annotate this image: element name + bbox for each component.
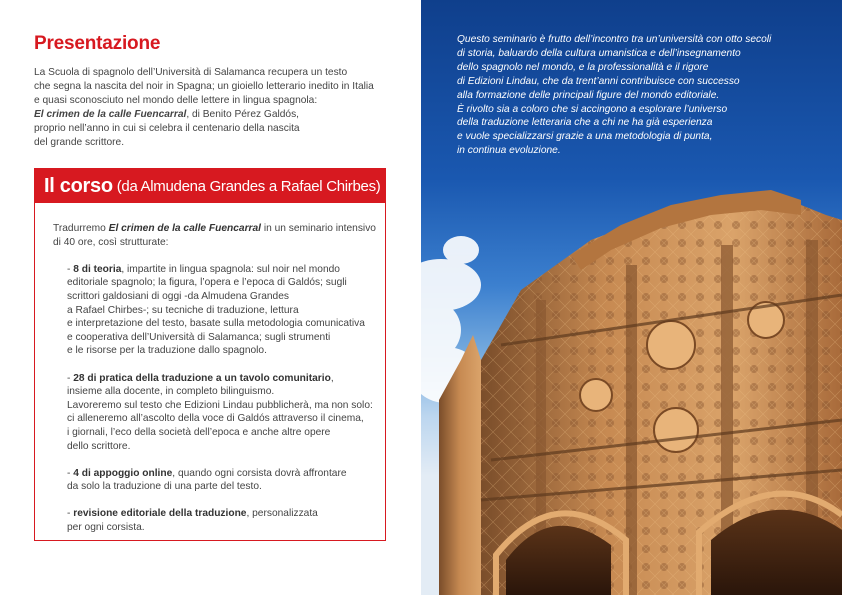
item-bold: revisione editoriale della traduzione bbox=[73, 508, 247, 520]
course-body bbox=[53, 222, 376, 535]
course-intro bbox=[53, 222, 376, 236]
quote-line: Questo seminario è frutto dell’incontro tra un’università con otto secoli bbox=[457, 34, 772, 45]
item-rest: , quando ogni corsista dovrà affrontare bbox=[172, 467, 347, 479]
quote-line: della traduzione letteraria che a chi ne ha già esperienza bbox=[457, 117, 713, 129]
item-line: e cooperativa dell’Università di Salamanca; sugli strumenti bbox=[67, 331, 331, 343]
item-line: da solo la traduzione di una parte del testo. bbox=[67, 481, 262, 493]
dash: - bbox=[67, 372, 74, 384]
item-rest: , impartite in lingua spagnola: sul noir nel mondo bbox=[121, 263, 340, 275]
spacer bbox=[53, 453, 373, 467]
item-line: Lavoreremo sul testo che Edizioni Lindau pubblicherà, ma non solo: bbox=[67, 399, 373, 411]
dash: - bbox=[67, 263, 74, 275]
book-title: El crimen de la calle Fuencarral bbox=[34, 109, 187, 121]
item-head bbox=[67, 372, 373, 386]
item-teoria bbox=[53, 263, 373, 358]
item-line: a Rafael Chirbes-; su tecniche di traduzione, lettura bbox=[67, 304, 299, 316]
course-box bbox=[34, 168, 386, 541]
item-bold: 28 di pratica della traduzione a un tavolo comunitario bbox=[73, 372, 331, 384]
course-header bbox=[35, 169, 385, 203]
quote-line: di Edizioni Lindau, che da trent’anni contribuisce con successo bbox=[457, 75, 740, 87]
pres-line bbox=[34, 108, 374, 122]
spacer bbox=[53, 358, 373, 372]
item-line: per ogni corsista. bbox=[67, 522, 145, 534]
dash: - bbox=[67, 508, 74, 520]
quote-line: alla formazione delle principali figure del mondo editoriale. bbox=[457, 89, 720, 101]
item-pratica bbox=[53, 372, 373, 454]
intro-pre: Tradurremo bbox=[53, 223, 109, 234]
item-head bbox=[67, 507, 373, 521]
course-subtitle: (da Almudena Grandes a Rafael Chirbes) bbox=[116, 177, 381, 195]
dash: - bbox=[67, 467, 74, 479]
item-head bbox=[67, 467, 373, 481]
quote-line: di storia, baluardo della cultura umanistica e dell’insegnamento bbox=[457, 47, 741, 59]
pres-line: proprio nell’anno in cui si celebra il centenario della nascita bbox=[34, 123, 300, 135]
intro-book-title: El crimen de la calle Fuencarral bbox=[108, 223, 261, 234]
item-line: ci alleneremo all’ascolto della voce di Galdós attraverso il cinema, bbox=[67, 413, 364, 425]
intro-post: in un seminario intensivo bbox=[261, 223, 376, 234]
course-intro-line2: di 40 ore, così strutturate: bbox=[53, 236, 169, 248]
quote-line: in continua evoluzione. bbox=[457, 145, 561, 157]
pres-line: e quasi sconosciuto nel mondo delle lettere in lingua spagnola: bbox=[34, 95, 318, 107]
pres-line: del grande scrittore. bbox=[34, 137, 125, 149]
item-line: scrittori galdosiani di oggi -da Almudena Grandes bbox=[67, 290, 289, 302]
item-head bbox=[67, 263, 373, 277]
item-bold: 4 di appoggio online bbox=[73, 467, 173, 479]
item-line: editoriale spagnolo; la figura, l’opera e l’epoca di Galdós; sugli bbox=[67, 277, 347, 289]
quote-line: dello spagnolo nel mondo, e la professionalità e il rigore bbox=[457, 61, 709, 73]
item-line: i giornali, l’eco della società dell’epoca e anche altre opere bbox=[67, 426, 331, 438]
item-line: dello scrittore. bbox=[67, 440, 131, 452]
pres-line: La Scuola di spagnolo dell’Università di Salamanca recupera un testo bbox=[34, 67, 348, 78]
item-online bbox=[53, 467, 373, 494]
item-line: e interpretazione del testo, basate sulla metodologia comunicativa bbox=[67, 318, 365, 330]
pres-line: che segna la nascita del noir in Spagna; un gioiello letterario inedito in Italia bbox=[34, 81, 374, 93]
course-title: Il corso bbox=[44, 174, 113, 197]
presentazione-body bbox=[34, 66, 374, 151]
item-bold: 8 di teoria bbox=[73, 263, 122, 275]
item-revisione bbox=[53, 507, 373, 534]
item-rest: , bbox=[330, 372, 334, 384]
spacer bbox=[53, 494, 373, 508]
seminar-quote bbox=[457, 33, 837, 158]
book-author: , di Benito Pérez Galdós, bbox=[186, 109, 300, 121]
quote-line: È rivolto sia a coloro che si accingono a esplorare l’universo bbox=[457, 103, 728, 115]
item-line: e le risorse per la traduzione dallo spagnolo. bbox=[67, 345, 267, 357]
presentazione-title: Presentazione bbox=[34, 33, 161, 54]
right-page bbox=[421, 0, 842, 595]
item-rest: , personalizzata bbox=[246, 508, 318, 520]
item-line: insieme alla docente, in completo bilinguismo. bbox=[67, 386, 275, 398]
spacer bbox=[53, 249, 373, 263]
quote-line: e vuole specializzarsi grazie a una metodologia di punta, bbox=[457, 131, 713, 143]
